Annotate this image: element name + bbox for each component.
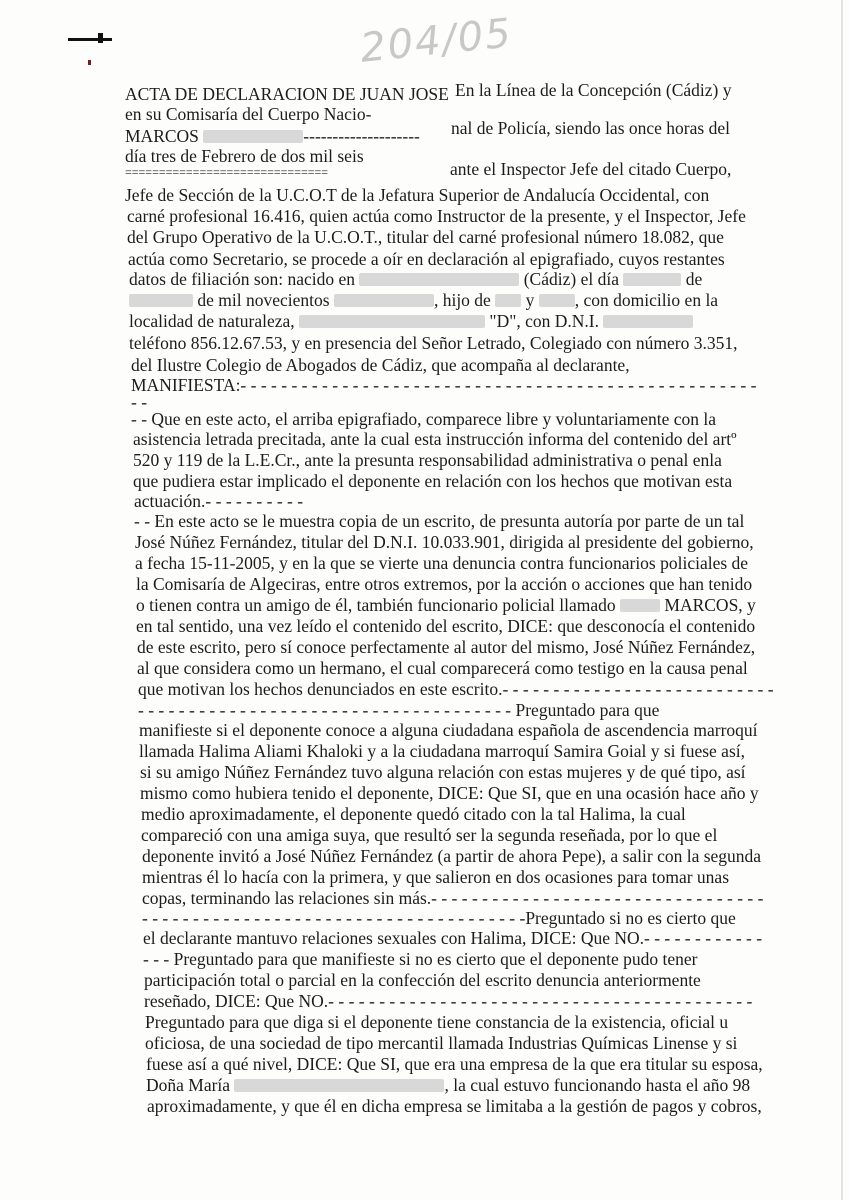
redaction (234, 1079, 444, 1092)
text-line: que pudiera estar implicado el deponente en relación con los hechos que motivan esta (133, 471, 733, 491)
text-line: fuese así a qué nivel, DICE: Que SI, que era una empresa de la que era titular su esposa, (146, 1054, 763, 1074)
manifiesta-line: MANIFIESTA:- - - - - - - - - - - - - - - - - - - - - - - - - - - - - - - - - - - - - - - - - - - - - - - - - - - (131, 375, 757, 395)
handwritten-number: 204/05 (358, 10, 515, 72)
text-line (129, 269, 702, 289)
text-line: deponente invitó a José Núñez Fernández (a partir de ahora Pepe), a salir con la segunda (142, 846, 762, 866)
text-line: - - En este acto se le muestra copia de un escrito, de presunta autoría por parte de un tal (134, 511, 745, 531)
text-line: mientras él lo hacía con la primera, y que salieron en dos ocasiones para tomar unas (142, 867, 730, 887)
text-fragment: de mil novecientos (197, 290, 330, 310)
text-line: si su amigo Núñez Fernández tuvo alguna relación con estas mujeres y de qué tipo, así (140, 762, 746, 782)
text-fragment: o tienen contra un amigo de él, también funcionario policial llamado (136, 595, 616, 615)
text-line: José Núñez Fernández, titular del D.N.I. 10.033.901, dirigida al presidente del gobierno, (135, 532, 754, 552)
redaction (299, 315, 485, 328)
text-line: teléfono 856.12.67.53, y en presencia del Señor Letrado, Colegiado con número 3.351, (129, 333, 738, 353)
punch-mark-tick (98, 33, 103, 43)
text-line: asistencia letrada precitada, ante la cual esta instrucción informa del contenido del artº (133, 429, 737, 449)
dash-line: - - (131, 392, 148, 412)
text-line (129, 290, 718, 310)
text-line: actuación.- - - - - - - - - - (134, 491, 304, 511)
text-fragment: localidad de naturaleza, (129, 311, 295, 331)
redaction (203, 130, 303, 143)
text-line: compareció con una amiga suya, que resultó ser la segunda reseñada, por lo que el (141, 825, 718, 845)
text-fragment: , hijo de (433, 290, 491, 310)
redaction (620, 599, 660, 612)
punch-mark (68, 38, 112, 41)
text-line (125, 126, 420, 146)
text-line: 520 y 119 de la L.E.Cr., ante la presunta responsabilidad administrativa o penal enla (133, 450, 722, 470)
text-line: nal de Policía, siendo las once horas del (451, 118, 730, 138)
text-line: día tres de Febrero de dos mil seis (125, 146, 364, 166)
redaction (603, 315, 693, 328)
dash-fill: -------------------- (303, 126, 420, 146)
text-line: aproximadamente, y que él en dicha empresa se limitaba a la gestión de pagos y cobros, (147, 1096, 762, 1116)
redaction (495, 294, 521, 307)
header-place: En la Línea de la Concepción (Cádiz) y (455, 80, 732, 100)
equals-rule: ============================== (125, 165, 329, 179)
header-comisaria: en su Comisaría del Cuerpo Nacio- (125, 104, 372, 124)
text-line: mismo como hubiera tenido el deponente, DICE: Que SI, que en una ocasión hace año y (140, 783, 759, 803)
text-line: - - - Preguntado para que manifieste si no es cierto que el deponente pudo tener (143, 949, 698, 969)
text-fragment: "D", con D.N.I. (489, 311, 599, 331)
text-line: de este escrito, pero sí conoce perfectamente al autor del mismo, José Núñez Fernández, (137, 637, 756, 657)
redaction (129, 294, 193, 307)
text-fragment: datos de filiación son: nacido en (129, 269, 355, 289)
text-fragment: , con domicilio en la (574, 290, 719, 310)
text-line: en tal sentido, una vez leído el contenido del escrito, DICE: que desconocía el contenido (136, 616, 756, 636)
page-edge (841, 0, 843, 1200)
text-fragment: Doña María (146, 1075, 231, 1095)
text-line: Jefe de Sección de la U.C.O.T de la Jefatura Superior de Andalucía Occidental, con (125, 185, 710, 205)
text-line: del Grupo Operativo de la U.C.O.T., titular del carné profesional número 18.082, que (127, 227, 724, 247)
text-line: medio aproximadamente, el deponente quedó citado con la tal Halima, la cual (141, 804, 686, 824)
text-fragment: (Cádiz) el día (523, 269, 619, 289)
text-line: manifieste si el deponente conoce a alguna ciudadana española de ascendencia marroquí (139, 720, 758, 740)
text-line: - - - - - - - - - - - - - - - - - - - - - - - - - - - - - - - - - - - - - -Preguntado si no es cierto que (142, 908, 736, 928)
text-line (129, 311, 693, 331)
text-fragment: y (525, 290, 535, 310)
text-line: Preguntado para que diga si el deponente tiene constancia de la existencia, oficial u (145, 1012, 729, 1032)
text-line: participación total o parcial en la confección del escrito denuncia anteriormente (144, 970, 701, 990)
text-line: a fecha 15-11-2005, y en la que se vierte una denuncia contra funcionarios policiales de (135, 553, 749, 573)
text-line: llamada Halima Aliami Khaloki y a la ciudadana marroquí Samira Goial y si fuese así, (139, 741, 745, 761)
text-line: - - Que en este acto, el arriba epigrafiado, comparece libre y voluntariamente con la (131, 409, 716, 429)
redaction (359, 273, 519, 286)
text-fragment: , la cual estuvo funcionando hasta el año 98 (444, 1075, 751, 1095)
redaction (539, 294, 575, 307)
redaction (334, 294, 434, 307)
redaction (623, 273, 681, 286)
text-line: actúa como Secretario, se procede a oír en declaración al epigrafiado, cuyos restantes (128, 249, 725, 269)
text-fragment: MARCOS, y (664, 595, 756, 615)
text-line: que motivan los hechos denunciados en este escrito.- - - - - - - - - - - - - - - - - - - - - - - - - - - (138, 679, 774, 699)
text-line: del Ilustre Colegio de Abogados de Cádiz, que acompaña al declarante, (131, 355, 630, 375)
text-line: copas, terminando las relaciones sin más.- - - - - - - - - - - - - - - - - - - - - - - - - - - - - - - - - (142, 888, 764, 908)
text-line: reseñado, DICE: Que NO.- - - - - - - - - - - - - - - - - - - - - - - - - - - - - - - - - - - - - - - - - - (144, 991, 753, 1011)
header-title: ACTA DE DECLARACION DE JUAN JOSE (125, 84, 449, 104)
text-line: ante el Inspector Jefe del citado Cuerpo, (450, 159, 732, 179)
text-line (136, 595, 756, 615)
surname: MARCOS (125, 126, 199, 146)
ink-dot (88, 60, 91, 65)
text-fragment: de (685, 269, 703, 289)
text-line: carné profesional 16.416, quien actúa como Instructor de la presente, y el Inspector, Jefe (127, 206, 746, 226)
text-line: al que considera como un hermano, el cual comparecerá como testigo en la causa penal (137, 658, 748, 678)
text-line (146, 1075, 750, 1095)
text-line: oficiosa, de una sociedad de tipo mercantil llamada Industrias Químicas Linense y si (145, 1033, 738, 1053)
text-line: la Comisaría de Algeciras, entre otros extremos, por la acción o acciones que han tenido (136, 574, 753, 594)
text-line: el declarante mantuvo relaciones sexuales con Halima, DICE: Que NO.- - - - - - - - - - - - (143, 928, 763, 948)
text-line: - - - - - - - - - - - - - - - - - - - - - - - - - - - - - - - - - - - - - Preguntado para que (138, 700, 660, 720)
